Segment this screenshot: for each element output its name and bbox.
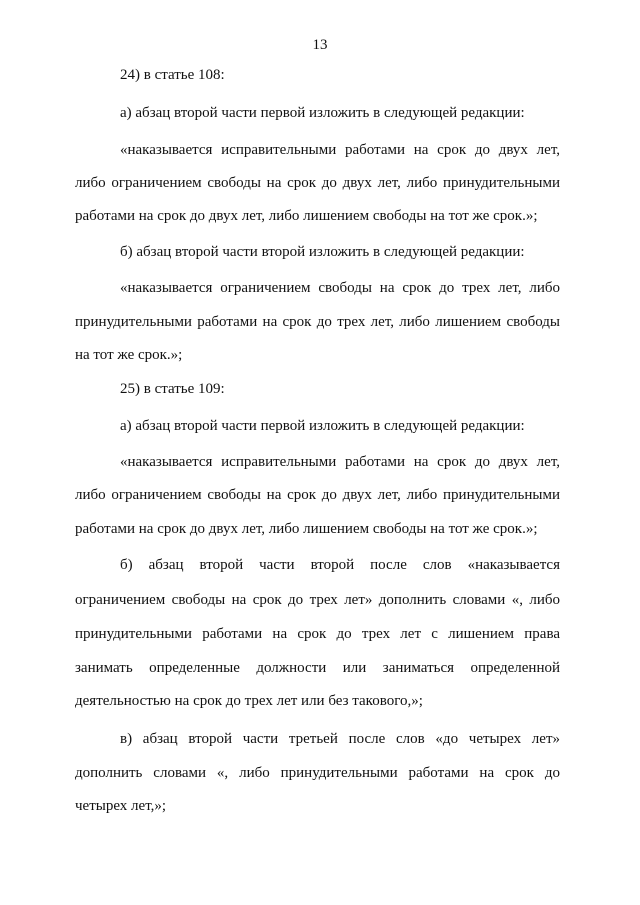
item-25-b-line-2: ограничением свободы на срок до трех лет» дополнить словами «, либо [75,592,560,608]
page-number: 13 [312,37,328,53]
item-24-a-quote-line-3: работами на срок до двух лет, либо лишением свободы на тот же срок.»; [75,208,538,224]
item-25-v-line-2: дополнить словами «, либо принудительными работами на срок до [75,765,560,781]
item-24-b: б) абзац второй части второй изложить в следующей редакции: [120,244,525,260]
item-25-b-line-4: занимать определенные должности или заниматься определенной [75,660,560,676]
item-24-b-quote-line-2: принудительными работами на срок до трех лет, либо лишением свободы [75,314,560,330]
item-25-a-quote-line-1: «наказывается исправительными работами на срок до двух лет, [120,454,560,470]
item-25-a-quote-line-3: работами на срок до двух лет, либо лишением свободы на тот же срок.»; [75,521,538,537]
item-24-b-quote-line-3: на тот же срок.»; [75,347,183,363]
item-25-heading: 25) в статье 109: [120,381,225,397]
item-24-b-quote-line-1: «наказывается ограничением свободы на срок до трех лет, либо [120,280,560,296]
item-25-b-line-1: б) абзац второй части второй после слов «наказывается [120,557,560,573]
item-24-a-quote-line-1: «наказывается исправительными работами на срок до двух лет, [120,142,560,158]
item-24-a-quote-line-2: либо ограничением свободы на срок до двух лет, либо принудительными [75,175,560,191]
item-25-a: а) абзац второй части первой изложить в следующей редакции: [120,418,525,434]
item-25-b-line-3: принудительными работами на срок до трех лет с лишением права [75,626,560,642]
item-25-b-line-5: деятельностью на срок до трех лет или без такового,»; [75,693,423,709]
item-25-v-line-1: в) абзац второй части третьей после слов «до четырех лет» [120,731,560,747]
item-24-heading: 24) в статье 108: [120,67,225,83]
item-25-a-quote-line-2: либо ограничением свободы на срок до двух лет, либо принудительными [75,487,560,503]
item-25-v-line-3: четырех лет,»; [75,798,167,814]
item-24-a: а) абзац второй части первой изложить в следующей редакции: [120,105,525,121]
